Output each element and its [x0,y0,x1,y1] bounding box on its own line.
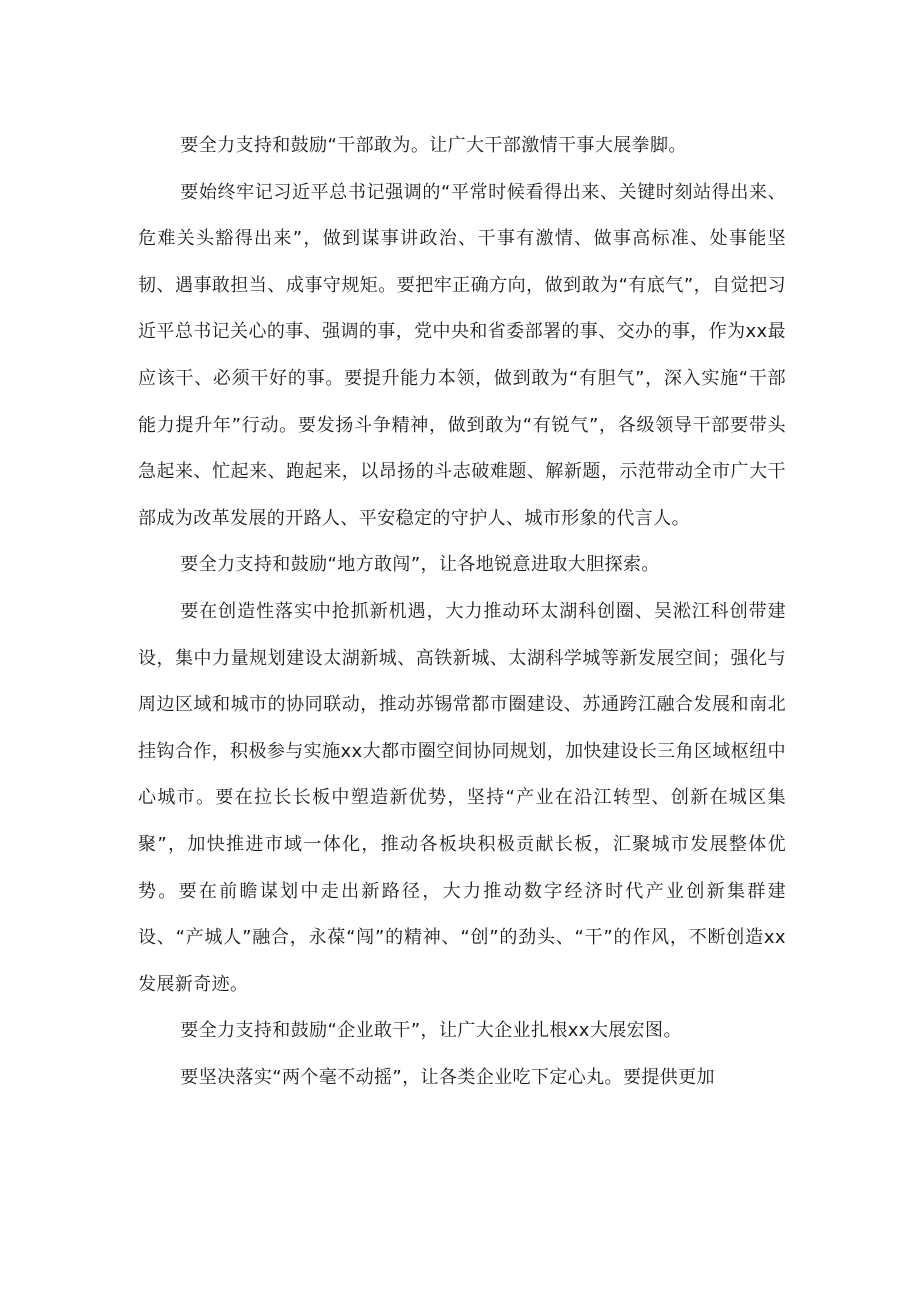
paragraph-body-enterprises: 要坚决落实“两个毫不动摇”，让各类企业吃下定心丸。要提供更加 [180,1066,715,1088]
paragraph-heading-enterprises: 要全力支持和鼓励“企业敢干”，让广大企业扎根xx大展宏图。 [180,1020,682,1042]
document-body [138,123,786,1101]
paragraph-body-cadres: 要始终牢记习近平总书记强调的“平常时候看得出来、关键时刻站得出来、危难关头豁得出来”，做到谋事讲政治、干事有激情、做事高标准、处事能坚韧、遇事敢担当、成事守规矩。要把牢正确方向，做到敢为“有底气”，自觉把习近平总书记关心的事、强调的事，党中央和省委部署的事、交办的事，作为xx最应该干、必须干好的事。要提升能力本领，做到敢为“有胆气”，深入实施“干部能力提升年”行动。要发扬斗争精神，做到敢为“有锐气”，各级领导干部要带头急起来、忙起来、跑起来，以昂扬的斗志破难题、解新题，示范带动全市广大干部成为改革发展的开路人、平安稳定的守护人、城市形象的代言人。 [138,181,786,529]
paragraph-heading-cadres: 要全力支持和鼓励“干部敢为。让广大干部激情干事大展拳脚。 [180,135,687,156]
paragraph-heading-localities: 要全力支持和鼓励“地方敢闯”，让各地锐意进取大胆探索。 [180,554,660,576]
paragraph-body-localities: 要在创造性落实中抢抓新机遇，大力推动环太湖科创圈、吴淞江科创带建设，集中力量规划建设太湖新城、高铁新城、太湖科学城等新发展空间；强化与周边区域和城市的协同联动，推动苏锡常都市圈建设、苏通跨江融合发展和南北挂钩合作，积极参与实施xx大都市圈空间协同规划，加快建设长三角区域枢纽中心城市。要在拉长长板中塑造新优势，坚持“产业在沿江转型、创新在城区集聚”，加快推进市域一体化，推动各板块积极贡献长板，汇聚城市发展整体优势。要在前瞻谋划中走出新路径，大力推动数字经济时代产业创新集群建设、“产城人”融合，永葆“闯”的精神、“创”的劲头、“干”的作风，不断创造xx发展新奇迹。 [138,600,786,995]
